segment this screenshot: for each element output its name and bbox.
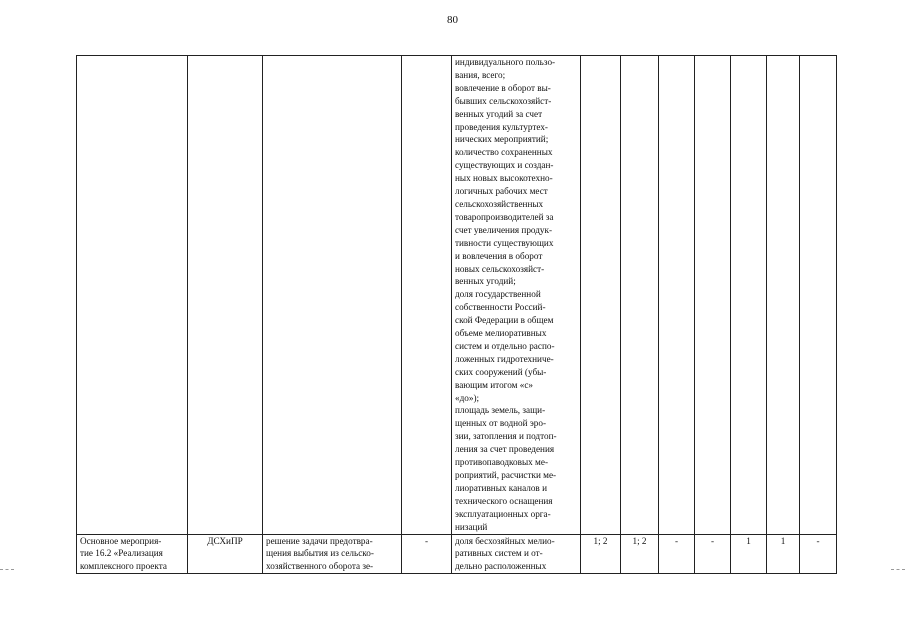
cell-col6: 1; 2 xyxy=(581,534,621,574)
cell-col6-cont xyxy=(581,56,621,535)
cell-col4: - xyxy=(402,534,452,574)
cell-col10-cont xyxy=(731,56,767,535)
cell-task: решение задачи предотвра- щения выбытия из сельско- хозяйственного оборота зе- xyxy=(263,534,402,574)
cell-col12: - xyxy=(800,534,837,574)
cell-col12-cont xyxy=(800,56,837,535)
cell-indicator: доля бесхозяйных мелио- ративных систем и от- дельно расположенных xyxy=(452,534,581,574)
cell-col11: 1 xyxy=(767,534,800,574)
cell-col4-cont xyxy=(402,56,452,535)
cell-col10: 1 xyxy=(731,534,767,574)
page-edge-mark-left xyxy=(0,569,14,570)
cell-col8-cont xyxy=(659,56,695,535)
cell-col7: 1; 2 xyxy=(621,534,659,574)
page-edge-mark-right xyxy=(891,569,905,570)
cell-indicators-cont: индивидуального пользо- вания, всего; вовлечение в оборот вы- бывших сельскохозяйст- венных угодий за счет проведения культуртех- нических мероприятий; количество сохраненных существующих и создан- ных новых высокотехно- логичных рабочих мест сельскохозяйственных товаропроизводителей за счет увеличения продук- тивности существующих и вовлечения в оборот новых сельскохозяйст- венных угодий; доля государственной собственности Россий- ской Федерации в общем объеме мелиоративных систем и отдельно распо- ложенных гидротехниче- ских сооружений (убы- вающим итогом «с» «до»); площадь земель, защи- щенных от водной эро- зии, затопления и подтоп- ления за счет проведения противопаводковых ме- роприятий, расчистки ме- лиоративных каналов и технического оснащения эксплуатационных орга- низаций xyxy=(452,56,581,535)
page-number: 80 xyxy=(447,14,458,26)
cell-executor: ДСХиПР xyxy=(188,534,263,574)
cell-col9-cont xyxy=(695,56,731,535)
cell-col8: - xyxy=(659,534,695,574)
table-row-activity-16-2 xyxy=(77,534,837,574)
cell-col7-cont xyxy=(621,56,659,535)
program-table xyxy=(76,55,837,574)
cell-task-cont xyxy=(263,56,402,535)
cell-col9: - xyxy=(695,534,731,574)
cell-activity: Основное мероприя- тие 16.2 «Реализация комплексного проекта xyxy=(77,534,188,574)
table-row-continuation xyxy=(77,56,837,535)
cell-executor-cont xyxy=(188,56,263,535)
cell-activity-cont xyxy=(77,56,188,535)
cell-col11-cont xyxy=(767,56,800,535)
